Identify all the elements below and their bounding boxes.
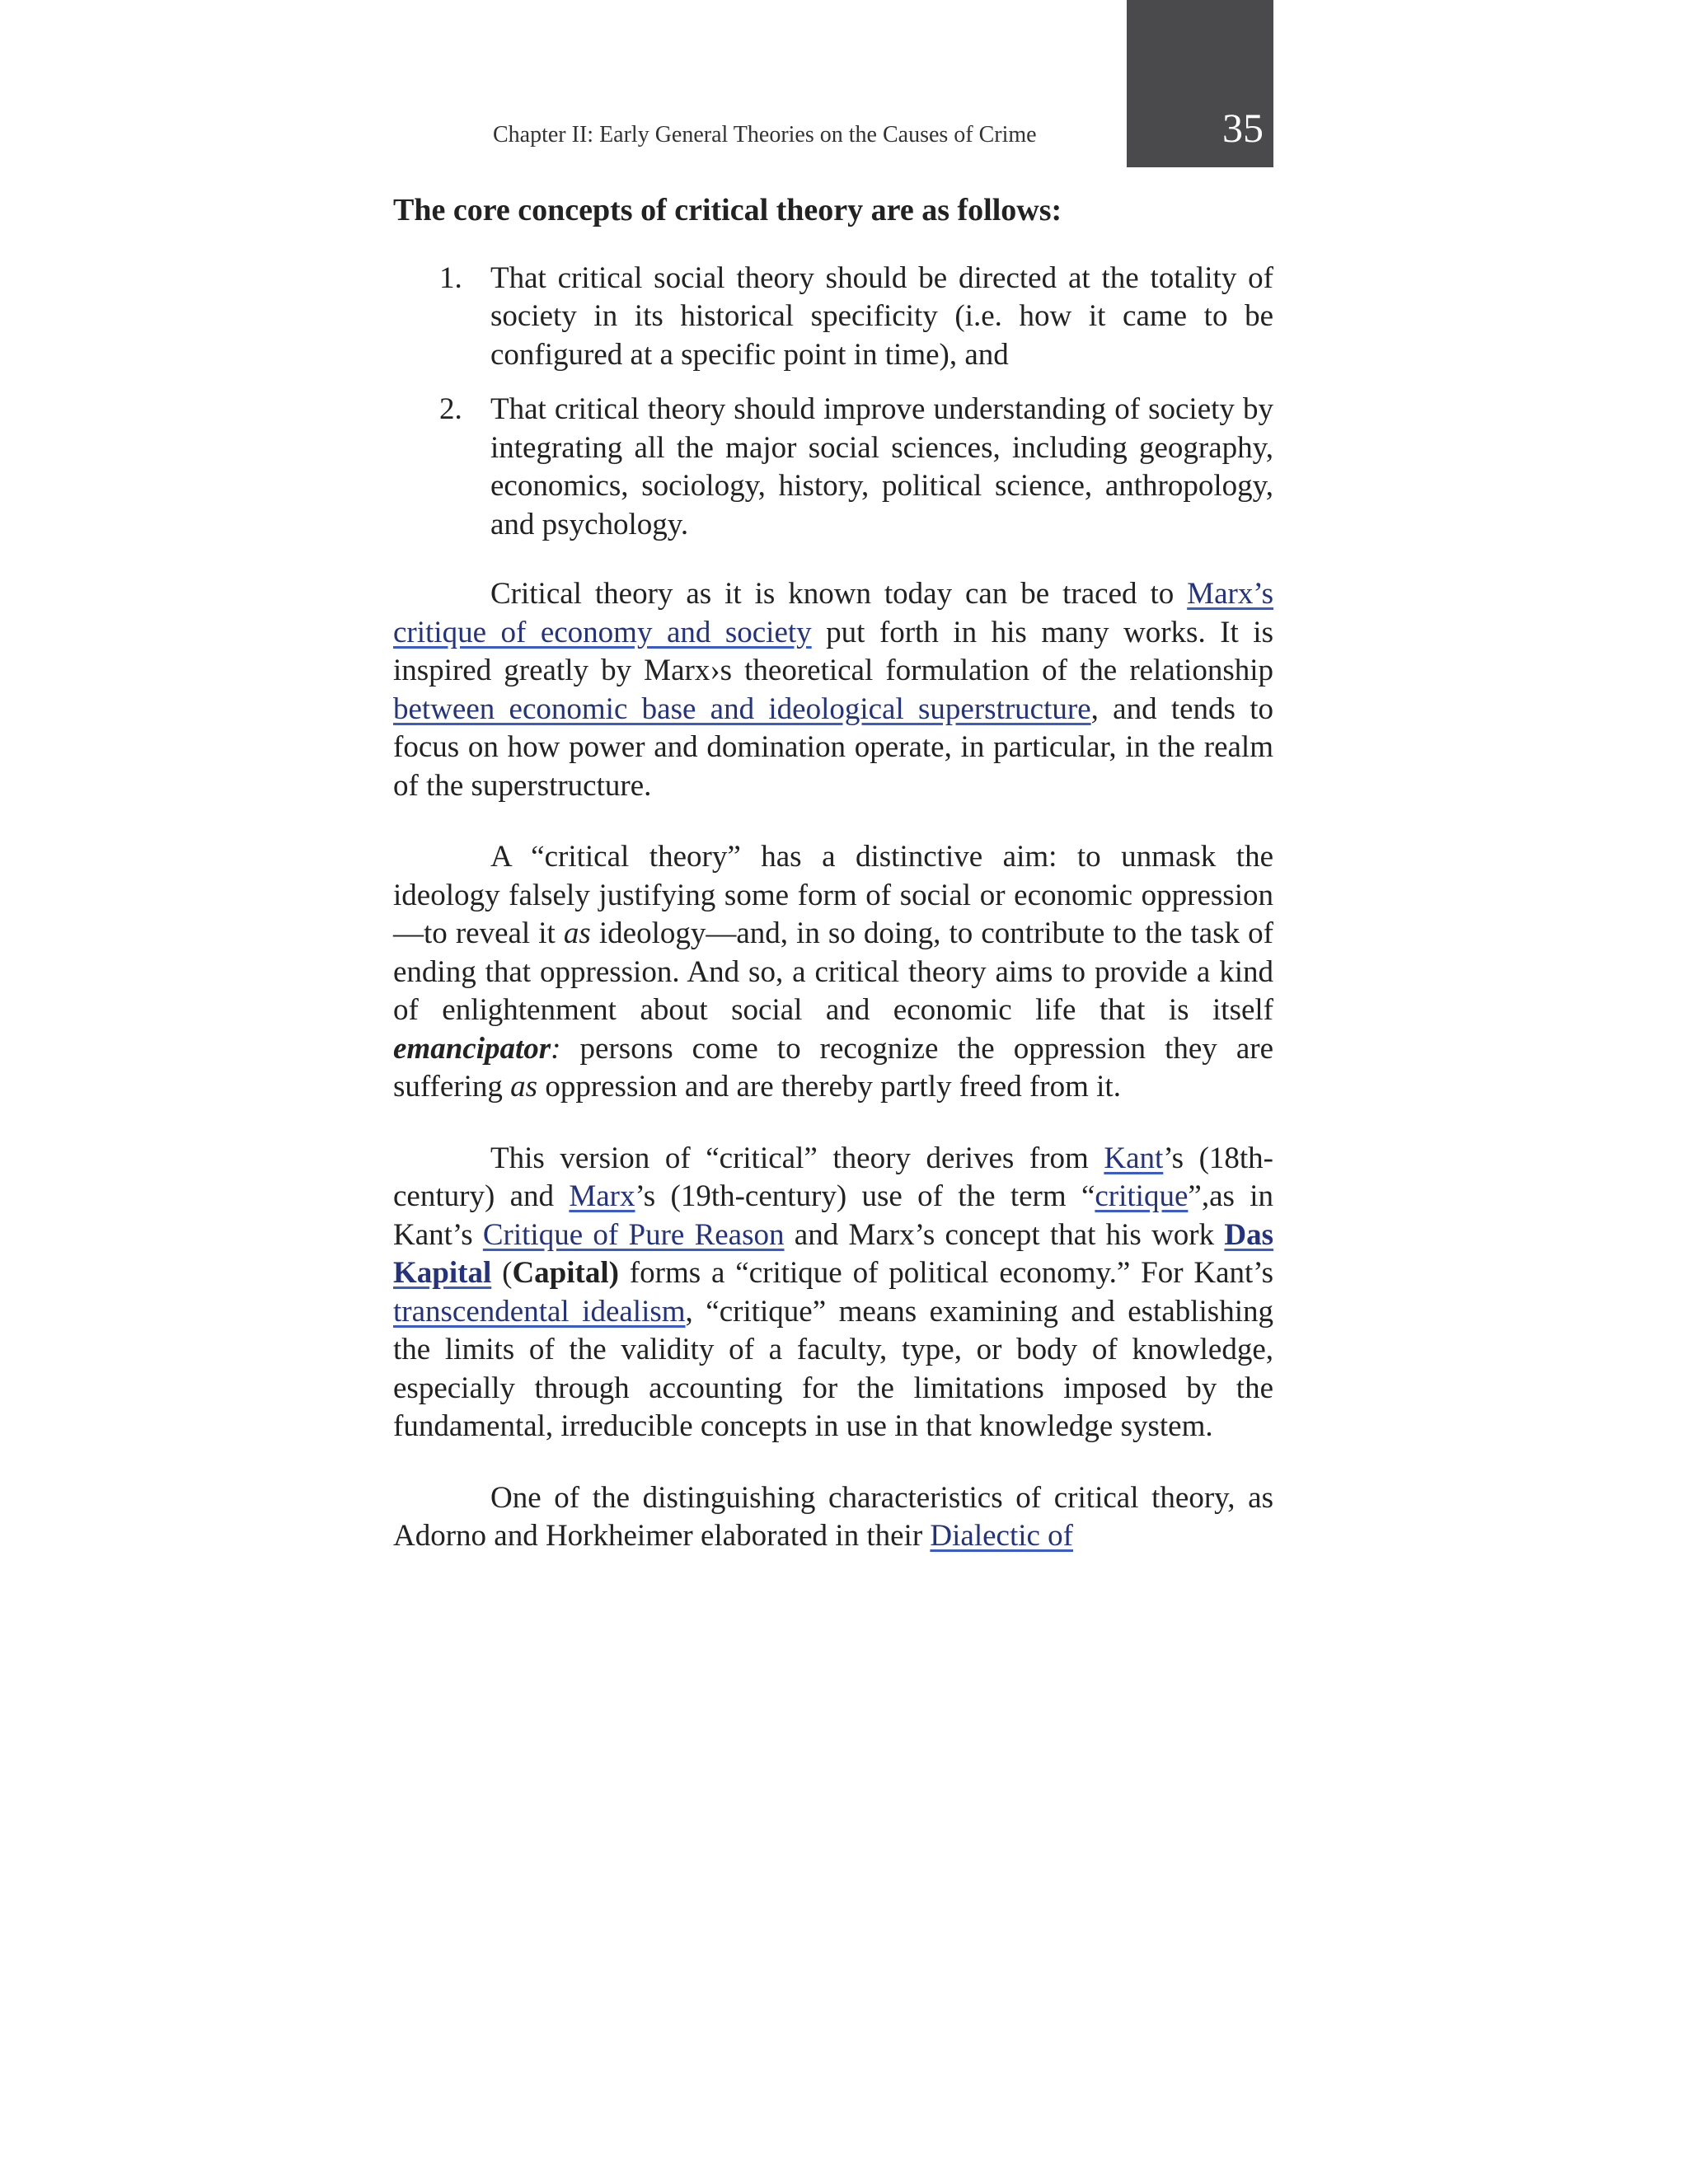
paragraph-critical-theory-origins: [393, 575, 1273, 805]
page-number-tab: [1127, 0, 1273, 167]
link-dialectic-of[interactable]: Dialectic of: [930, 1519, 1073, 1553]
link-critique[interactable]: critique: [1095, 1179, 1189, 1213]
paragraph-distinguishing-characteristics: [393, 1479, 1273, 1556]
running-header: Chapter II: Early General Theories on the Causes of Crime: [493, 122, 1037, 148]
link-critique-of-pure-reason[interactable]: Critique of Pure Reason: [482, 1217, 785, 1252]
list-item-text: That critical theory should improve understanding of society by integrating all the major social sciences, including geography, economics, sociology, history, political science, anthropology, and psychology.: [490, 392, 1273, 541]
text-run: (: [491, 1256, 513, 1290]
link-critique-of-economy-and-society[interactable]: critique of economy and society: [393, 615, 812, 649]
text-run: One of the distinguishing characteristics of critical theory, as Adorno and Horkheimer elaborated in their: [393, 1480, 1273, 1553]
bold-text: Capital): [512, 1256, 619, 1290]
list-item-text: That critical social theory should be directed at the totality of society in its historical specificity (i.e. how it came to be configured at a specific point in time), and: [490, 260, 1273, 372]
italic-text: as: [563, 916, 591, 950]
list-item: [439, 260, 1273, 375]
link-marx[interactable]: Marx: [569, 1179, 635, 1213]
text-run: ideology—and, in so doing, to contribute to the task of ending that oppression. And so, a critical theory aims to provide a kind of enlightenment about social and economic life that is itself: [393, 916, 1273, 1027]
text-run: put forth in his many works. It is inspired greatly by Marx›s theoretical formulation of the relationship: [393, 615, 1273, 687]
text-run: ’s (19th-century) use of the term “: [635, 1179, 1095, 1213]
text-run: A “critical theory” has a distinctive aim: to unmask the ideology falsely justifying some form of social or economic oppression—to reveal it: [393, 840, 1273, 950]
text-run: , and tends to focus on how power and domination operate, in particular, in the realm of the superstructure.: [393, 691, 1274, 803]
bold-italic-term: emancipator: [393, 1031, 551, 1066]
italic-text: :: [551, 1031, 561, 1066]
text-run: persons come to recognize the oppression they are suffering: [393, 1031, 1273, 1104]
core-concepts-list: [393, 260, 1273, 545]
list-item: [439, 391, 1273, 544]
italic-text: as: [510, 1070, 538, 1104]
paragraph-distinctive-aim: [393, 838, 1273, 1107]
text-run: This version of “critical” theory derives from: [490, 1141, 1104, 1175]
text-run: ’s (18th- century) and: [393, 1141, 1273, 1213]
text-run: Critical theory as it is known today can be traced to: [490, 577, 1188, 611]
page-number: 35: [1222, 105, 1264, 151]
section-heading: The core concepts of critical theory are as follows:: [393, 193, 1062, 227]
text-run: forms a “critique of political economy.” For Kant’s: [618, 1256, 1273, 1290]
link-transcendental-idealism[interactable]: transcendental idealism: [393, 1294, 686, 1329]
page-body: [393, 191, 1273, 1589]
text-run: oppression and are thereby partly freed from it.: [537, 1070, 1121, 1104]
link-das-kapital[interactable]: Das Kapital: [393, 1217, 1274, 1290]
list-item-number: 1.: [439, 260, 462, 295]
text-run: and Marx’s concept that his work: [784, 1217, 1225, 1252]
list-item-number: 2.: [439, 392, 462, 426]
text-run: , “critique” means examining and establishing the limits of the validity of a faculty, type, or body of knowledge, especially through accounting for the limitations imposed by the fundamental, irreducible concepts in use in that knowledge system.: [393, 1294, 1273, 1443]
link-base-and-superstructure[interactable]: between economic base and ideological superstructure: [393, 691, 1091, 726]
link-marxs[interactable]: Marx’s: [1187, 577, 1273, 611]
text-run: ”,as in Kant’s: [393, 1179, 1273, 1252]
paragraph-kant-and-marx: [393, 1140, 1273, 1446]
link-kant[interactable]: Kant: [1104, 1141, 1164, 1175]
